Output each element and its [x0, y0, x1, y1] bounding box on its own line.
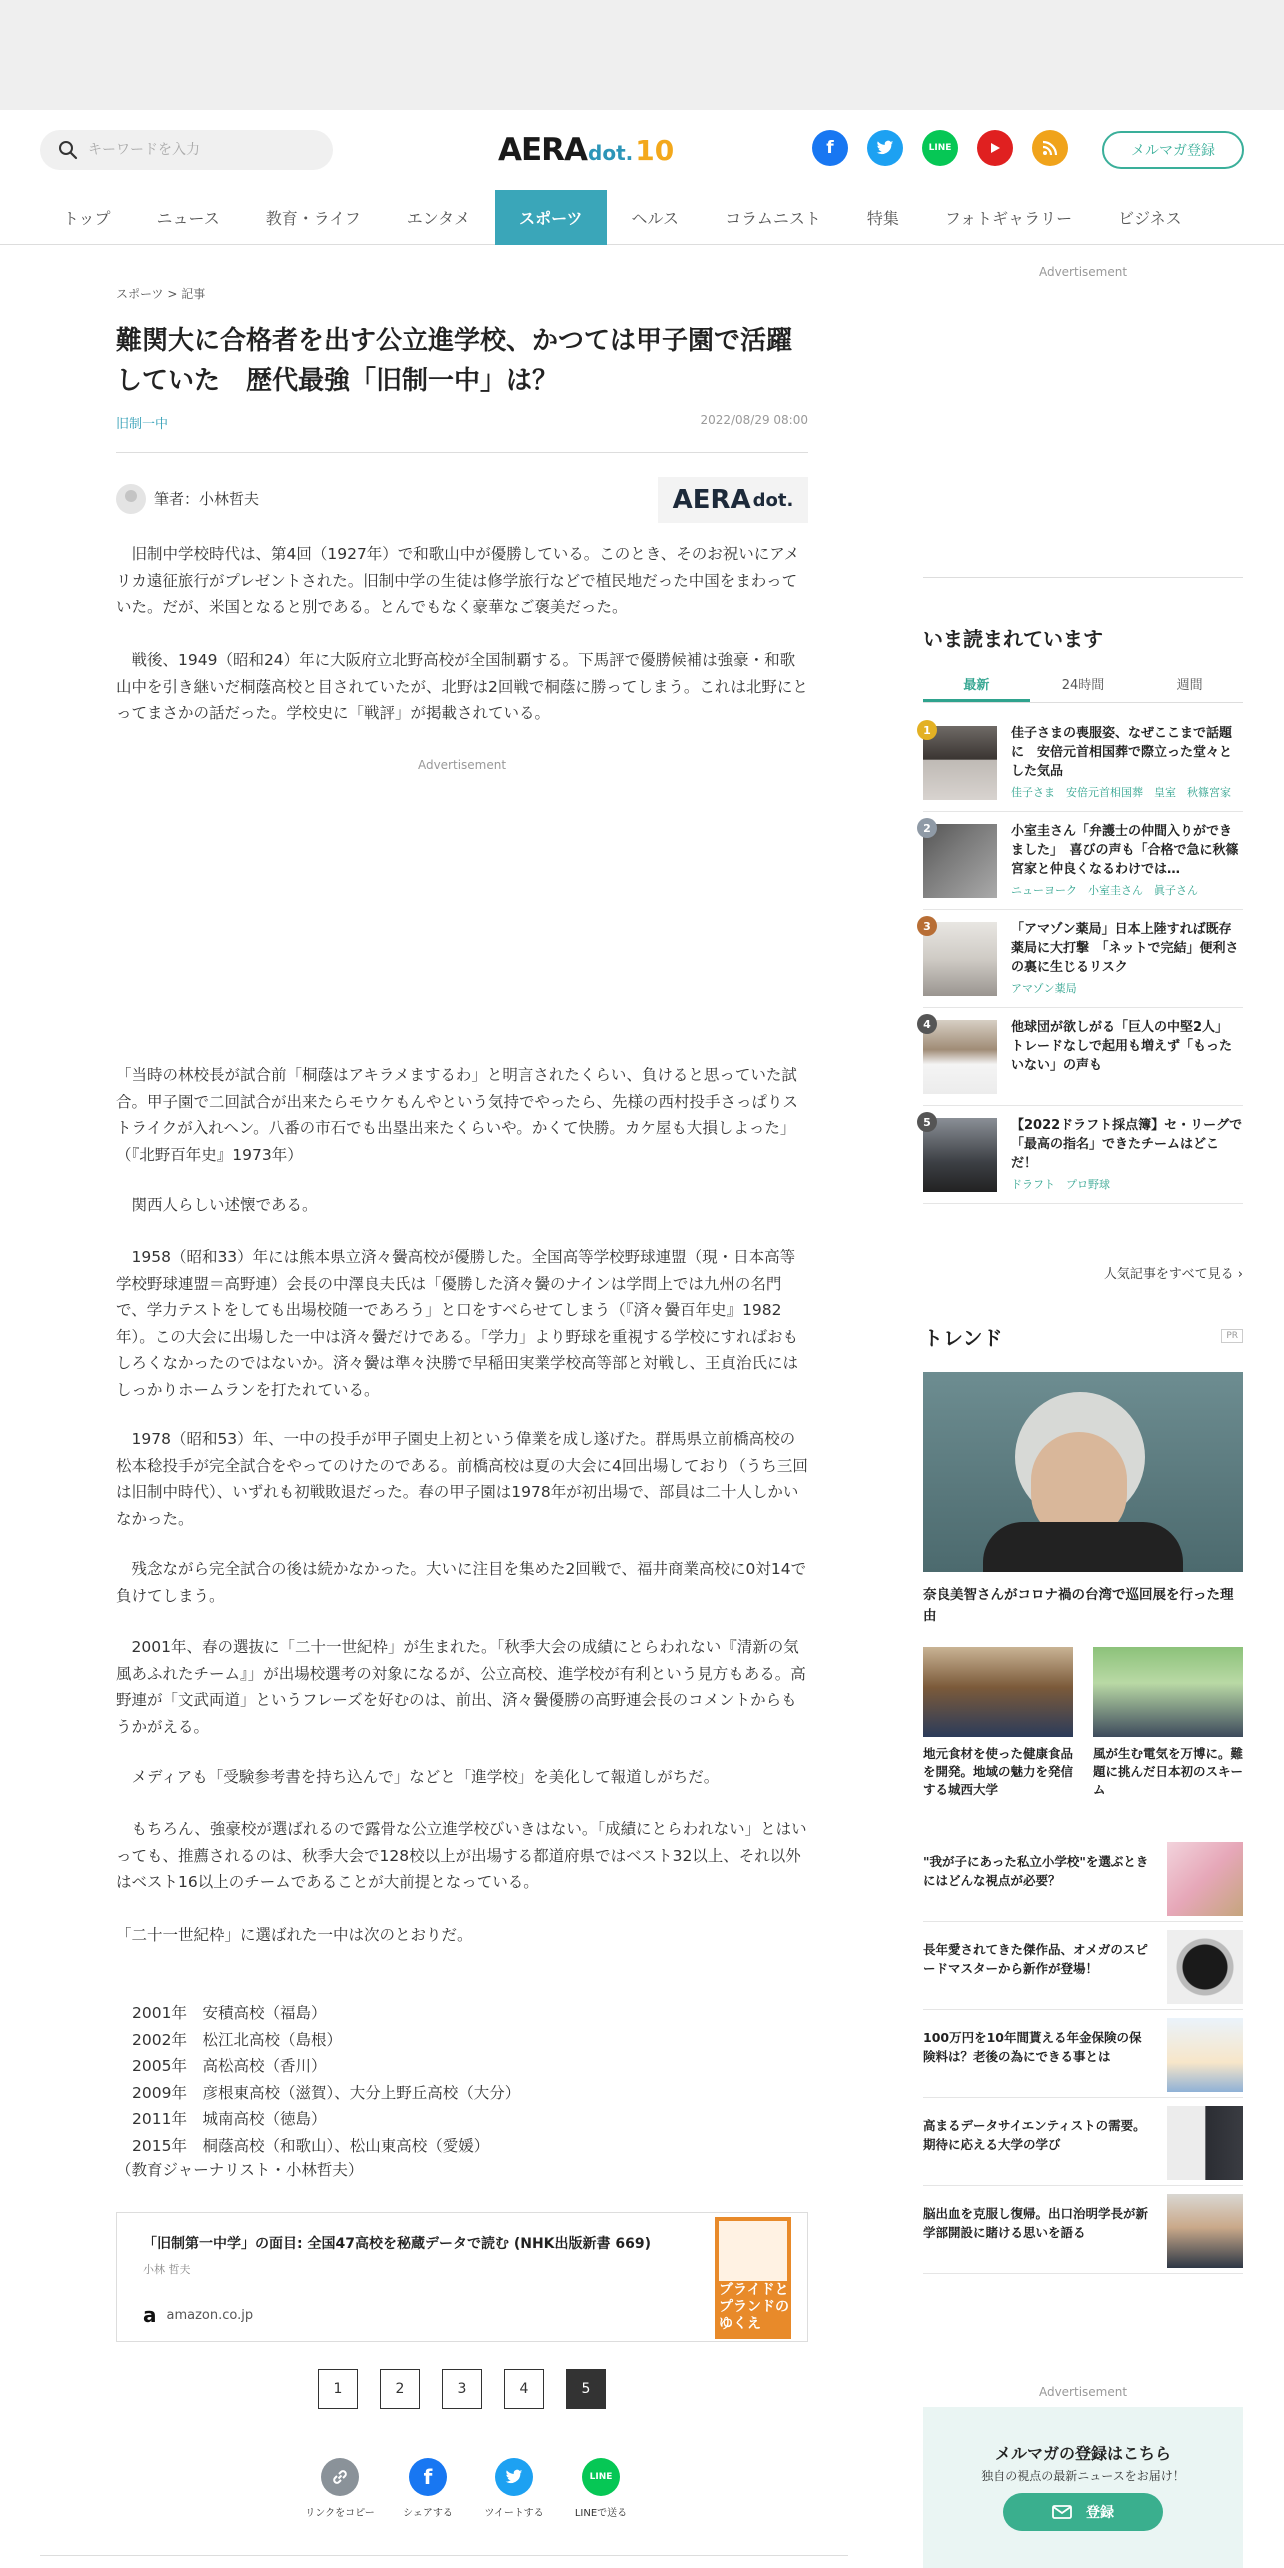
site-header — [0, 110, 1284, 190]
pagination — [318, 2369, 628, 2409]
article-paragraph: 旧制中学校時代は、第4回（1927年）で和歌山中が優勝している。このとき、そのお祝いにアメリカ遠征旅行がプレゼントされた。旧制中学の生徒は修学旅行などで植民地だった中国をまわっていた。だが、米国となると別である。とんでもなく豪華なご褒美だった。 — [116, 545, 800, 616]
facebook-icon[interactable]: f — [812, 130, 848, 166]
article-paragraph: 残念ながら完全試合の後は続かなかった。大いに注目を集めた2回戦で、福井商業高校に0対14で負けてしまう。 — [116, 1560, 807, 1605]
pr-item-title[interactable]: 高まるデータサイエンティストの需要。期待に応える大学の学び — [923, 2118, 1146, 2152]
article-paragraph: 1958（昭和33）年には熊本県立済々黌高校が優勝した。全国高等学校野球連盟（現・日本高等学校野球連盟＝高野連）会長の中澤良夫氏は「優勝した済々黌のナインは学問上では九州の名門で、学力テストをしても出場校随一であろう」と口をすべらせてしまう（『済々黌百年史』1982年）。この大会に出場した一中は済々黌だけである。「学力」より野球を重視する学校にすればおもしろくなかったのではないか。済々黌は準々決勝で早稲田実業学校高等部と対戦し、王貞治氏にはしっかりホームランを打たれている。 — [116, 1248, 799, 1399]
nav-item-business[interactable]: ビジネス — [1118, 209, 1182, 228]
ranking-tags[interactable]: アマゾン薬局 — [1011, 982, 1077, 995]
school-list — [132, 2000, 520, 2159]
ranking-thumbnail[interactable] — [923, 824, 997, 898]
ranking-tags[interactable]: 佳子さま 安倍元首相国葬 皇室 秋篠宮家 — [1011, 786, 1231, 799]
newsletter-box — [923, 2407, 1243, 2568]
ranking-item[interactable] — [923, 714, 1243, 812]
school-list-item: 2011年 城南高校（徳島） — [132, 2110, 327, 2128]
article-paragraph: 戦後、1949（昭和24）年に大阪府立北野高校が全国制覇する。下馬評で優勝候補は強豪・和歌山中を引き継いだ桐蔭高校と目されていたが、北野は2回戦で桐蔭に勝ってしまう。これは北野にとってまさかの話だった。学校史に「戦評」が掲載されている。 — [116, 651, 808, 722]
book-cover-text: ブライドとプランドのゆくえ — [719, 2282, 789, 2332]
divider — [116, 452, 808, 453]
newsletter-subtext: 独自の視点の最新ニュースをお届け！ — [981, 2469, 1185, 2483]
ranking-item[interactable] — [923, 910, 1243, 1008]
nav-item-education[interactable]: 教育・ライフ — [265, 209, 361, 228]
twitter-icon[interactable] — [867, 130, 903, 166]
ranking-tags[interactable]: ドラフト プロ野球 — [1011, 1178, 1110, 1191]
article-paragraph: 関西人らしい述懐である。 — [116, 1196, 318, 1214]
ranking-tags[interactable]: ニューヨーク 小室圭さん 眞子さん — [1011, 884, 1198, 897]
author-media-logo: AERA dot. — [658, 477, 808, 523]
main-nav — [0, 190, 1284, 245]
nav-item-top[interactable]: トップ — [63, 209, 111, 228]
author-avatar — [116, 484, 146, 514]
rank-badge: 5 — [917, 1112, 937, 1132]
ranking-heading: いま読まれています — [923, 627, 1103, 651]
article-paragraph: 2001年、春の選抜に「二十一世紀枠」が生まれた。「秋季大会の成績にとらわれない『清新の気風あふれたチーム』」が出場校選考の対象になるが、公立高校、進学校が有利という見方もある。高野連が「文武両道」というフレーズを好むのは、前出、済々黌優勝の高野連会長のコメントからもうかがえる。 — [116, 1638, 806, 1736]
youtube-icon[interactable] — [977, 130, 1013, 166]
amazon-link[interactable]: a amazon.co.jp — [143, 2303, 254, 2327]
ranking-item[interactable] — [923, 1106, 1243, 1204]
pr-item-image[interactable] — [1167, 2194, 1243, 2268]
pr-item-image[interactable] — [1167, 2106, 1243, 2180]
nav-item-columnist[interactable]: コラムニスト — [725, 209, 821, 228]
trend-heading: トレンド — [923, 1326, 1003, 1350]
divider — [40, 2555, 848, 2556]
article-paragraph: 「二十一世紀枠」に選ばれた一中は次のとおりだ。 — [116, 1926, 473, 1944]
breadcrumb[interactable]: スポーツ > 記事 — [116, 287, 206, 301]
page-link-4[interactable]: 4 — [504, 2369, 544, 2409]
copy-link-button[interactable]: リンクをコピー — [300, 2458, 380, 2519]
pr-item-title[interactable]: 脳出血を克服し復帰。出口治明学長が新学部開設に賭ける思いを語る — [923, 2206, 1149, 2240]
pr-item[interactable] — [923, 1834, 1243, 1922]
ad-label: Advertisement — [1038, 2385, 1128, 2399]
ad-label: Advertisement — [417, 758, 507, 772]
site-logo[interactable] — [498, 132, 674, 172]
newsletter-heading: メルマガの登録はこちら — [994, 2444, 1171, 2463]
article-title: 難関大に合格者を出す公立進学校、かつては甲子園で活躍していた 歴代最強「旧制一中」は？ — [116, 326, 793, 396]
author-name[interactable]: 筆者：小林哲夫 — [154, 490, 260, 508]
rss-icon[interactable] — [1032, 130, 1068, 166]
nav-item-sports[interactable]: スポーツ — [495, 190, 606, 245]
ranking-title[interactable]: 【2022ドラフト採点簿】セ・リーグで「最高の指名」できたチームはどこだ！ — [1011, 1118, 1243, 1171]
ranking-thumbnail[interactable] — [923, 922, 997, 996]
rank-badge: 2 — [917, 818, 937, 838]
rank-badge: 4 — [917, 1014, 937, 1034]
facebook-share-button[interactable]: f シェアする — [388, 2458, 468, 2519]
divider — [923, 577, 1243, 578]
school-list-item: 2001年 安積高校（福島） — [132, 2004, 327, 2022]
page-link-5-current[interactable]: 5 — [566, 2369, 606, 2409]
school-list-item: 2015年 桐蔭高校（和歌山）、松山東高校（愛媛） — [132, 2136, 490, 2155]
newsletter-register-button[interactable]: 登録 — [1003, 2493, 1163, 2531]
ranking-title[interactable]: 「アマゾン薬局」日本上陸すれば既存薬局に大打撃 「ネットで完結」便利さの裏に生じるリスク — [1011, 922, 1239, 975]
logo-10th: 10 — [635, 134, 675, 167]
trend-main-image[interactable] — [923, 1372, 1243, 1572]
ranking-title[interactable]: 小室圭さん「弁護士の仲間入りができました」 喜びの声も「合格で急に秋篠宮家と仲良くなるわけでは… — [1011, 824, 1239, 877]
book-title[interactable]: 「旧制第一中学」の面目: 全国47高校を秘蔵データで読む (NHK出版新書 669) — [143, 2236, 652, 2252]
search-input[interactable] — [88, 142, 308, 158]
logo-dot: dot. — [588, 141, 634, 165]
pr-item-title[interactable]: 長年愛されてきた傑作品、オメガのスピードマスターから新作が登場！ — [923, 1942, 1148, 1976]
line-icon[interactable]: LINE — [922, 130, 958, 166]
trend-main-caption[interactable]: 奈良美智さんがコロナ禍の台湾で巡回展を行った理由 — [923, 1587, 1234, 1624]
pr-item-image[interactable] — [1167, 1842, 1243, 1916]
book-cover-image[interactable] — [715, 2217, 791, 2339]
line-share-button[interactable]: LINE LINEで送る — [561, 2458, 641, 2519]
line-icon: LINE — [582, 2458, 620, 2496]
amazon-icon: a — [143, 2303, 157, 2327]
pr-item-image[interactable] — [1167, 2018, 1243, 2092]
nav-item-special[interactable]: 特集 — [866, 209, 899, 228]
mail-icon — [1052, 2505, 1072, 2519]
pr-item-title[interactable]: 100万円を10年間貰える年金保険の保険料は？老後の為にできる事とは — [923, 2030, 1142, 2064]
article-paragraph: メディアも「受験参考書を持ち込んで」などと「進学校」を美化して報道しがちだ。 — [116, 1768, 720, 1786]
ranking-title[interactable]: 他球団が欲しがる「巨人の中堅2人」 トレードなしで起用も増えず「もったいない」の声も — [1011, 1020, 1235, 1073]
article-paragraph: 1978（昭和53）年、一中の投手が甲子園史上初という偉業を成し遂げた。群馬県立前橋高校の松本稔投手が完全試合をやってのけたのである。前橋高校は夏の大会に4回出場しており（うち三回は旧制中時代）、いずれも初戦敗退だった。春の甲子園は1978年が初出場で、部員は二十人しかいなかった。 — [116, 1430, 808, 1528]
trend-card-image[interactable] — [1093, 1647, 1243, 1737]
pr-item[interactable] — [923, 2098, 1243, 2186]
trend-card[interactable] — [923, 1647, 1073, 1799]
article-date: 2022/08/29 08:00 — [700, 413, 808, 427]
pr-item[interactable] — [923, 2010, 1243, 2098]
inline-ad-slot — [116, 785, 808, 1045]
book-cover-label — [719, 2221, 787, 2281]
book-author: 小林 哲夫 — [143, 2263, 191, 2276]
school-list-item: 2005年 高松高校（香川） — [132, 2057, 327, 2075]
trend-card-image[interactable] — [923, 1647, 1073, 1737]
rank-badge: 1 — [917, 720, 937, 740]
article-paragraph: 「当時の林校長が試合前「桐蔭はアキラメまするわ」と明言されたくらい、負けると思っていた試合。甲子園で二回試合が出来たらモウケもんやという気持でやったら、先様の西村投手さっぱりストライクが入れヘン。八番の市石でも出塁出来たくらいや。かくて快勝。カケ屋も大損しよった」（『北野百年史』1973年） — [116, 1066, 799, 1164]
pr-item[interactable] — [923, 1922, 1243, 2010]
page-link-3[interactable]: 3 — [442, 2369, 482, 2409]
logo-aera: AERA — [498, 132, 588, 168]
page-link-1[interactable]: 1 — [318, 2369, 358, 2409]
ranking-thumbnail[interactable] — [923, 726, 997, 800]
article-signature: （教育ジャーナリスト・小林哲夫） — [116, 2161, 364, 2179]
pr-item-title[interactable]: "我が子にあった私立小学校"を選ぶときにはどんな視点が必要？ — [923, 1854, 1149, 1888]
tab-weekly[interactable]: 週間 — [1176, 678, 1203, 693]
book-card[interactable] — [116, 2212, 808, 2342]
top-ad-banner — [0, 0, 1284, 110]
rank-badge: 3 — [917, 916, 937, 936]
link-icon — [321, 2458, 359, 2496]
twitter-share-button[interactable]: ツイートする — [474, 2458, 554, 2519]
article-tag[interactable]: 旧制一中 — [116, 417, 169, 432]
more-rankings-link[interactable]: 人気記事をすべて見る › — [1103, 1267, 1243, 1282]
ranking-thumbnail[interactable] — [923, 1020, 997, 1094]
nav-item-health[interactable]: ヘルス — [631, 209, 680, 228]
trend-card-caption[interactable]: 風が生む電気を万博に。難題に挑んだ日本初のスキーム — [1093, 1746, 1244, 1797]
school-list-item: 2009年 彦根東高校（滋賀）、大分上野丘高校（大分） — [132, 2083, 521, 2102]
page-link-2[interactable]: 2 — [380, 2369, 420, 2409]
ad-label: Advertisement — [1038, 265, 1128, 279]
ranking-item[interactable] — [923, 812, 1243, 910]
ranking-tabs — [923, 673, 1243, 703]
newsletter-button[interactable]: メルマガ登録 — [1102, 131, 1244, 169]
chevron-right-icon: › — [1237, 1267, 1243, 1282]
nav-item-news[interactable]: ニュース — [156, 209, 220, 228]
search-icon — [58, 140, 78, 160]
school-list-item: 2002年 松江北高校（島根） — [132, 2030, 342, 2049]
tab-24h[interactable]: 24時間 — [1061, 678, 1105, 693]
ranking-title[interactable]: 佳子さまの喪服姿、なぜここまで話題に 安倍元首相国葬で際立った堂々とした気品 — [1011, 726, 1233, 779]
pr-item-image[interactable] — [1167, 1930, 1243, 2004]
tab-latest[interactable]: 最新 — [923, 673, 1030, 702]
nav-item-entertainment[interactable]: エンタメ — [406, 209, 471, 228]
ranking-item[interactable] — [923, 1008, 1243, 1106]
twitter-icon — [495, 2458, 533, 2496]
facebook-icon: f — [409, 2458, 447, 2496]
trend-card[interactable] — [1093, 1647, 1243, 1799]
search-box[interactable] — [40, 130, 333, 170]
trend-card-caption[interactable]: 地元食材を使った健康食品を開発。地域の魅力を発信する城西大学 — [923, 1746, 1074, 1797]
pr-item[interactable] — [923, 2186, 1243, 2274]
nav-item-photo[interactable]: フォトギャラリー — [944, 209, 1073, 228]
article-paragraph: もちろん、強豪校が選ばれるので露骨な公立進学校びいきはない。「成績にとらわれない」とはいっても、推薦されるのは、秋季大会で128校以上が出場する都道府県ではベスト32以上、それ以外はベスト16以上のチームであることが大前提となっている。 — [116, 1820, 807, 1891]
pr-badge: PR — [1221, 1329, 1243, 1343]
ranking-thumbnail[interactable] — [923, 1118, 997, 1192]
